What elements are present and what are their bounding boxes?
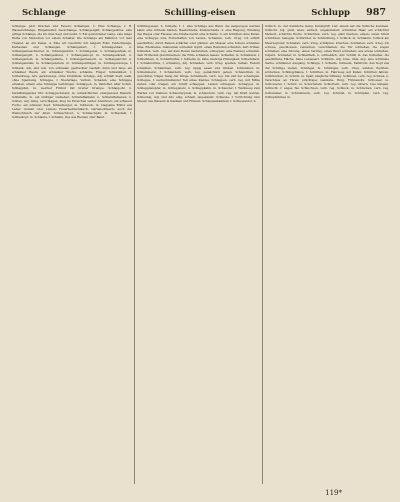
column-text: Schlange: jetzt Drachen und Feuers; Schlangen. 2. Eine Schlange, z. B. Wasserschlange, Ringelnatter, Seeschlange, Schlangengift, Schlangenbiss; eine giftige Schlange, die im Gras liegt und beißt. 3. Ein gewundener Gang, eine lange Reihe von Menschen vor einem Schalter. Die Schlange am Bahnhof, vor dem Theater, an der Kasse. 4. Eine Art Geschütz mit langem Rohr, Feldschlange, Kartaunen und Schlangen. Schlangenart, f. Schlangenbad, n. Schlangenbeschwörer, m. Schlangenbrut, f. Schlangenei, n. Schlangenfraß, m. Schlangengift, n. Schlangenhaut, f. Schlangenkopf, m. Schlangenkraut, n. Schlangenleib, m. Schlangenlinie, f. Schlangenmensch, m. Schlangenrohr, n. Schlangenstab, m. Schlangenstein, m. Schlangenträger, m. Schlangenzunge, f. Schlank, Adj. und Adv. von schmaler, gestreckter Gestalt, dünn und lang; ein schlanker Baum, ein schlanker Wuchs, schlanke Finger. Schlankheit, f. Schlankweg, Adv. geradewegs, ohne Umstände. Schlapp, Adj. schlaff, matt, welk, ohne Spannung. Schlappe, f. Niederlage, Verlust, Schaden; eine Schlappe erleiden, einem eine Schlappe beibringen. Schlappen, m. Pantoffel, alter Schuh. Schlapphut, m. weicher Filzhut mit breiter Krempe. Schlappohr, n. herabhängendes Ohr. Schlappschwanz, m. schwächlicher, energieloser Mensch. Schlaraffe, m. ein müßiger Genießer; Schlaraffenland, n. Schlaraffenleben, n. Schlau, Adj. listig, verschlagen, klug im Erreichen seiner Absichten; ein schlauer Fuchs, ein schlauer Kopf. Schlauberger, m. Schlauch, m. biegsame Röhre aus Leder, Gummi oder Leinen; Feuerwehrschlauch, Gartenschlauch; auch der Weinschlauch der Alten. Schlauchboot, n. Schlauchpilz, m. Schlauheit, f. Schlaukopf, m. Schlaufe, f. Schleife, Öse aus Riemen oder Band. — [12, 24, 132, 120]
signature-mark: 119* — [325, 489, 342, 497]
column-text: Schilling-eisen, n. Schleife, f. 1. eine Schlinge aus Band, die aufgezogen werden kann; eine Schleife binden, Haarschleife, Kranzschleife. 2. eine Biegung, Windung des Weges oder Flusses; die Straße macht eine Schleife. 3. ein Schlitten ohne Kufen, eine Schleppe zum Fortschaffen von Lasten. Schleifen, verb. irreg. ich schliff, geschliffen; durch Reiben schärfen oder glätten: ein Messer, eine Schere schleifen; Glas, Edelsteine, Diamanten schleifen; figürl. einen Rekruten schleifen, hart drillen. Schleifen, verb. reg. auf dem Boden nachziehen, schleppen; eine Festung schleifen, dem Erdboden gleichmachen; die Füße schleifen lassen. Schleifer, m. Schleiferei, f. Schleifstein, m. Schleifmühle, f. Schleim, m. zähe, klebrige Flüssigkeit; Schleimhaut, f. Schleimdrüse, f. schleimig, Adj. Schleißen, verb. irreg. spalten, reißen; Federn schleißen. Schlemmen, verb. reg. üppig essen und trinken. Schlemmer, m. Schlemmerei, f. Schlendern, verb. reg. gemächlich gehen. Schlendrian, m. gewohnter, träger Gang der Dinge. Schlenkern, verb. reg. hin und her schwingen. Schleppe, f. nachschleifender Teil eines Kleides. Schleppen, verb. reg. mit Mühe ziehen oder tragen; ein Schiff schleppen, Lasten schleppen. Schlepper, m. Schleppdampfer, m. Schleppnetz, n. Schleppkahn, m. Schleuder, f. Werkzeug zum Werfen von Steinen; Schleuderpreis, m. schleudern, verb. reg. mit Kraft werfen. Schleunig, Adj. und Adv. eilig, schnell, ungesäumt. Schleuse, f. Vorrichtung zum Stauen des Wassers in Kanälen und Flüssen. Schleusenkammer, f. Schleusentor, n. — [137, 24, 260, 103]
header-right-guide-word: Schlupp — [311, 8, 350, 18]
text-column-left — [12, 24, 132, 484]
text-column-right — [265, 24, 389, 484]
text-column-middle — [137, 24, 260, 484]
column-rule — [262, 24, 263, 484]
header-left-guide-word: Schlange — [22, 8, 66, 18]
column-text: Schlich, m. der heimliche Gang, Kunstgriff, List; einem auf die Schliche kommen. Schlicht, Adj. glatt, eben, einfach, ungekünstelt; schlichtes Haar, ein schlichter Mensch, schlichte Worte. Schlichten, verb. reg. glatt machen, ebnen; einen Streit schlichten, beilegen. Schlichter, m. Schlichtung, f. Schlick, m. Schlamm, Schlick am Meeresgrund. Schliefen, verb. irreg. schlüpfen, kriechen. Schließen, verb. irreg. ich schloss, geschlossen; zumachen, verschließen; die Tür schließen, die Augen schließen; eine Sitzung, einen Vertrag, einen Bund schließen; aus etwas schließen, folgern. Schließer, m. Schließfach, n. schließlich, Adv. Schliff, m. das Schleifen, die geschliffene Fläche, feine Lebensart. Schlimm, Adj. böse, übel, arg; eine schlimme Sache, schlimmer Ausgang. Schlinge, f. Schleife, Schlaufe, Fallstrick; den Kopf aus der Schlinge ziehen. Schlingel, m. Schlingen, verb. irreg. winden, flechten; schlucken. Schlingpflanze, f. Schlitten, m. Fahrzeug auf Kufen; Schlitten fahren. Schlittschuh, m. Schlitz, m. Spalt, längliche Öffnung. Schlitzen, verb. reg. Schloss, n. Verschluss an Türen; prächtiges Gebäude, Burg, Fürstensitz. Schlosser, m. Schlosserei, f. Schlot, m. Schornstein. Schlottern, verb. reg. zittern, lose hängen. Schlucht, f. enges Tal. Schluchzen, verb. reg. Schluck, m. Schlucken, verb. reg. Schlummer, m. Schlummern, verb. reg. Schlund, m. Schlüpfen, verb. reg. Schlupfwinkel, m. — [265, 24, 389, 99]
column-rule — [134, 24, 135, 484]
running-header — [10, 6, 390, 21]
page-number: 987 — [366, 7, 386, 18]
header-center-guide-word: Schilling-eisen — [164, 8, 236, 18]
